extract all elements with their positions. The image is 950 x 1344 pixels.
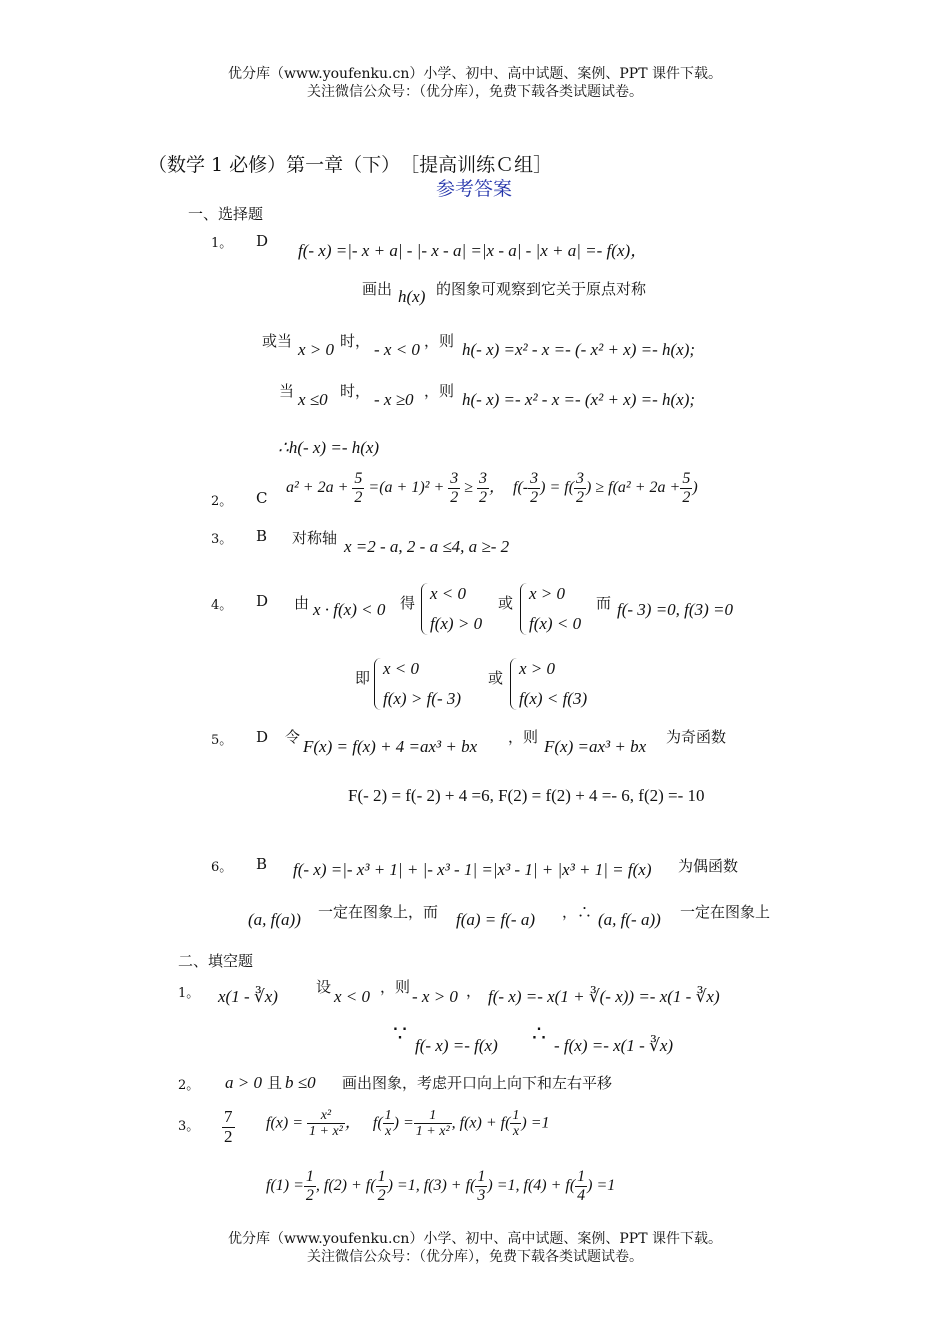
- question-number: 3。: [178, 1119, 200, 1134]
- math-inline: b ≤0: [285, 1073, 316, 1092]
- text: ，: [466, 982, 482, 1000]
- text: ，则: [424, 332, 455, 350]
- equation: f(1) = $\frac{1}{2}$ , f(2) + f( $\frac{1}{2}$ ) =1, f(3) + f( $\frac{1}{3}$ ) =1, f(4) + f( $\frac{1}{4}$ ) =1: [266, 1168, 616, 1204]
- equation: F(x) =ax³ + bx: [544, 737, 647, 756]
- therefore-symbol: ∴: [532, 1022, 546, 1047]
- answer-letter: D: [256, 728, 269, 746]
- question-number: 1。: [178, 986, 200, 1001]
- math-inline: x · f(x) < 0: [313, 600, 386, 619]
- equation: x =2 - a, 2 - a ≤4, a ≥- 2: [344, 537, 510, 556]
- footer-line-1: 优分库（www.youfenku.cn）小学、初中、高中试题、案例、PPT 课件下载。: [227, 1231, 722, 1247]
- text: ，则: [380, 978, 411, 996]
- equation: f(- x) =|- x³ + 1| + |- x³ - 1| =|x³ - 1| + |x³ + 1| = f(x): [293, 860, 652, 879]
- math-inline: f(x) < 0: [529, 614, 582, 633]
- text: 画出: [362, 280, 393, 298]
- equation: h(- x) =x² - x =- (- x² + x) =- h(x);: [462, 340, 696, 359]
- math-inline: a > 0: [225, 1073, 262, 1092]
- section-choice-heading: 一、选择题: [188, 205, 264, 223]
- math-inline: x < 0: [383, 659, 420, 678]
- text: 时，: [340, 332, 371, 350]
- math-inline: x < 0: [334, 987, 371, 1006]
- text: 或当: [262, 332, 293, 350]
- math-inline: x < 0: [430, 584, 467, 603]
- brace: [520, 583, 527, 635]
- answer-letter: C: [256, 489, 268, 507]
- equation: f(- 3) =0, f(3) =0: [617, 600, 733, 619]
- text: 画出图象，考虑开口向上向下和左右平移: [342, 1074, 613, 1092]
- equation: F(- 2) = f(- 2) + 4 =6, F(2) = f(2) + 4 =- 6, f(2) =- 10: [348, 786, 705, 805]
- text: 一定在图象上: [680, 903, 771, 921]
- header-line-1: 优分库（www.youfenku.cn）小学、初中、高中试题、案例、PPT 课件下载。: [227, 66, 722, 82]
- equation: f(a) = f(- a): [456, 910, 535, 929]
- because-symbol: ∵: [393, 1022, 407, 1047]
- math-inline: (a, f(- a)): [598, 910, 661, 929]
- question-number: 6。: [211, 860, 233, 875]
- text: 一定在图象上，而: [318, 903, 439, 921]
- equation: F(x) = f(x) + 4 =ax³ + bx: [303, 737, 478, 756]
- math-inline: f(x) > f(- 3): [383, 689, 462, 708]
- page-subtitle: 参考答案: [436, 178, 513, 200]
- answer-letter: B: [256, 527, 268, 545]
- text: ，则: [508, 728, 539, 746]
- math-inline: f(x) > 0: [430, 614, 483, 633]
- question-number: 2。: [211, 494, 233, 509]
- math-inline: x > 0: [529, 584, 566, 603]
- question-number: 3。: [211, 532, 233, 547]
- equation: a² + 2a + $\frac{5}{2}$ =(a + 1)² + $\frac{3}{2}$ ≥ $\frac{3}{2}$ ， f(- $\frac{3}{2}$ ) = f( $\frac{3}{2}$ ) ≥ f(a² + 2a + $\frac{5}{2}$ ): [286, 470, 698, 506]
- text: 当: [279, 382, 295, 400]
- brace: [421, 583, 428, 635]
- footer-line-2: 关注微信公众号：（优分库），免费下载各类试题试卷。: [307, 1249, 643, 1265]
- question-number: 5。: [211, 733, 233, 748]
- text: 由: [294, 594, 310, 612]
- question-number: 1。: [211, 236, 233, 251]
- equation: - f(x) =- x(1 - ∛x): [554, 1036, 674, 1055]
- text: ，∴: [562, 903, 593, 921]
- text: 令: [285, 728, 301, 746]
- question-number: 2。: [178, 1078, 200, 1093]
- text: 即: [355, 669, 371, 687]
- header-line-2: 关注微信公众号：（优分库），免费下载各类试题试卷。: [307, 84, 643, 100]
- math-inline: x > 0: [298, 340, 335, 359]
- answer-letter: D: [256, 592, 269, 610]
- math-inline: x ≤0: [298, 390, 328, 409]
- answer-letter: B: [256, 855, 268, 873]
- equation: h(- x) =- x² - x =- (x² + x) =- h(x);: [462, 390, 696, 409]
- question-number: 4。: [211, 598, 233, 613]
- text: 为奇函数: [666, 728, 727, 746]
- text: 对称轴: [292, 529, 338, 547]
- text: ，则: [424, 382, 455, 400]
- section-fill-heading: 二、填空题: [178, 952, 254, 970]
- math-inline: x > 0: [519, 659, 556, 678]
- equation: f(x) = $\frac{\text{x²}}{\text{1 + x²}}$ ， f( $\frac{1}{x}$ ) = $\frac{1}{\text{1 + x²}}$ , f(x) + f( $\frac{1}{x}$ ) =1: [266, 1108, 550, 1140]
- equation: f(- x) =- f(x): [415, 1036, 498, 1055]
- answer-letter: D: [256, 232, 269, 250]
- conclusion: ∴h(- x) =- h(x): [278, 438, 380, 457]
- equation: f(- x) =|- x + a| - |- x - a| =|x - a| - |x + a| =- f(x)，: [298, 241, 648, 260]
- brace: [510, 658, 517, 710]
- math-inline: (a, f(a)): [248, 910, 301, 929]
- text: 得: [400, 594, 416, 612]
- text: 的图象可观察到它关于原点对称: [436, 280, 647, 298]
- text: 为偶函数: [678, 857, 739, 875]
- text: 而: [596, 594, 612, 612]
- brace: [374, 658, 381, 710]
- equation: f(- x) =- x(1 + ∛(- x)) =- x(1 - ∛x): [488, 987, 720, 1006]
- math-inline: - x ≥0: [374, 390, 414, 409]
- math-inline: - x > 0: [412, 987, 458, 1006]
- math-inline: - x < 0: [374, 340, 420, 359]
- page-title: （数学 1 必修）第一章（下） ［提高训练Ｃ组］: [148, 154, 553, 176]
- answer: x(1 - ∛x): [218, 987, 278, 1006]
- math-inline: f(x) < f(3): [519, 689, 588, 708]
- text: 且: [267, 1074, 283, 1092]
- answer-fraction: $\frac{7}{2}$: [224, 1107, 233, 1146]
- math-inline: h(x): [398, 287, 426, 306]
- text: 设: [316, 978, 332, 996]
- text: 时，: [340, 382, 371, 400]
- text: 或: [498, 594, 514, 612]
- text: 或: [488, 669, 504, 687]
